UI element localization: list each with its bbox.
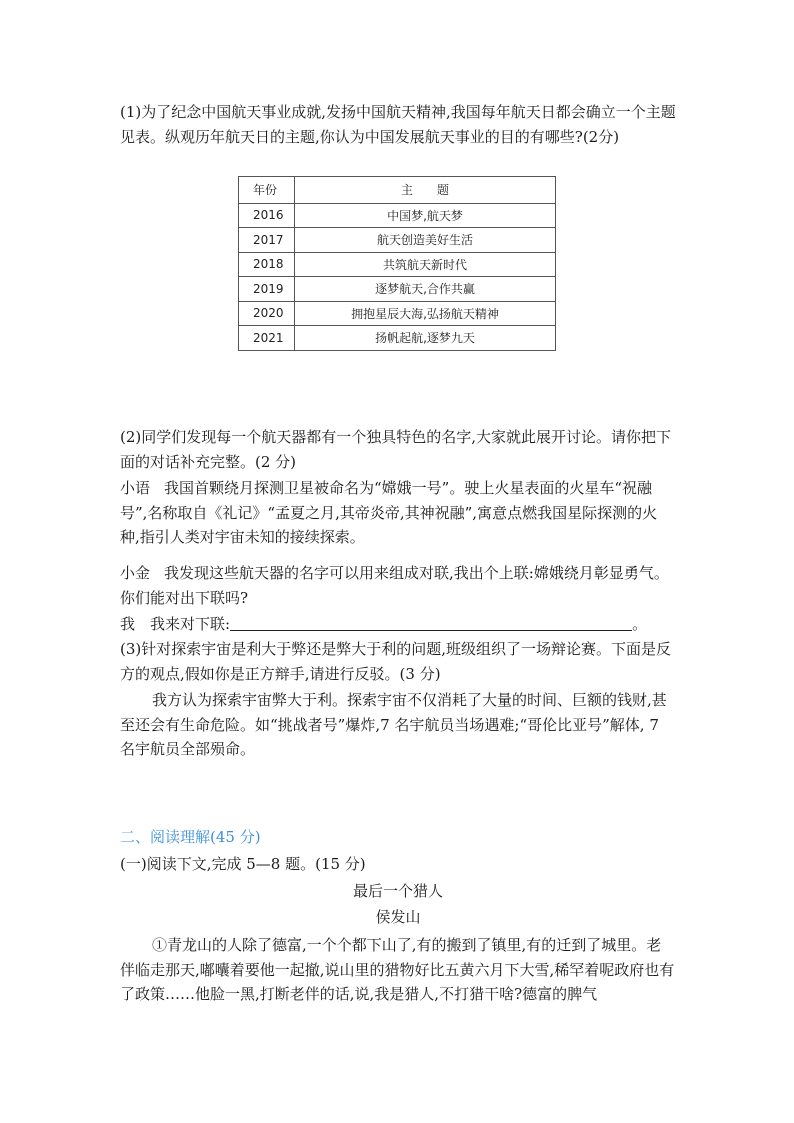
article-paragraph-1: ①青龙山的人除了德富,一个个都下山了,有的搬到了镇里,有的迁到了城里。老伴临走那天,嘟囔着要他一起撤,说山里的猎物好比五黄六月下大雪,稀罕着呢政府也有了政策……他脸一黑,打断老伴的话,说,我是猎人,不打猎干啥?德富的脾气	[120, 936, 675, 1003]
speaker-label: 小语	[120, 479, 151, 497]
dialogue-line-me	[120, 612, 676, 637]
table-row	[239, 228, 556, 253]
article-author: 侯发山	[375, 908, 421, 926]
theme-cell: 逐梦航天,合作共赢	[295, 277, 556, 302]
table-row	[239, 252, 556, 277]
header-year: 年份	[239, 177, 295, 204]
table-header-row	[239, 177, 556, 204]
theme-cell: 中国梦,航天梦	[295, 203, 556, 228]
speaker-label: 小金	[120, 564, 151, 582]
question-3: (3)针对探索宇宙是利大于弊还是弊大于利的问题,班级组织了一场辩论赛。下面是反方的观点,假如你是正方辩手,请进行反驳。(3 分)	[120, 640, 672, 683]
table-row	[239, 203, 556, 228]
dialogue-text: 我国首颗绕月探测卫星被命名为“嫦娥一号”。驶上火星表面的火星车“祝融号”,名称取自《礼记》“孟夏之月,其帝炎帝,其神祝融”,寓意点燃我国星际探测的火种,指引人类对宇宙未知的接续探索。	[120, 479, 658, 546]
answer-blank[interactable]	[230, 614, 632, 631]
section-title: 二、阅读理解(45 分)	[120, 828, 261, 846]
year-cell: 2019	[239, 277, 295, 302]
header-theme: 主 题	[295, 177, 556, 204]
table-row	[239, 301, 556, 326]
year-cell: 2017	[239, 228, 295, 253]
question-1: (1)为了纪念中国航天事业成就,发扬中国航天精神,我国每年航天日都会确立一个主题见表。纵观历年航天日的主题,你认为中国发展航天事业的目的有哪些?(2分)	[120, 103, 676, 146]
dialogue-line-xiaoyu	[120, 476, 676, 550]
theme-cell: 航天创造美好生活	[295, 228, 556, 253]
dialogue-text: 我来对下联:	[150, 615, 231, 633]
year-cell: 2016	[239, 203, 295, 228]
year-cell: 2020	[239, 301, 295, 326]
year-cell: 2018	[239, 252, 295, 277]
year-cell: 2021	[239, 326, 295, 351]
article-title: 最后一个猎人	[352, 882, 443, 900]
theme-cell: 共筑航天新时代	[295, 252, 556, 277]
question-2: (2)同学们发现每一个航天器都有一个独具特色的名字,大家就此展开讨论。请你把下面的对话补充完整。(2 分)	[120, 428, 672, 471]
dialogue-line-xiaojin	[120, 561, 676, 610]
opponent-view: 我方认为探索宇宙弊大于利。探索宇宙不仅消耗了大量的时间、巨额的钱财,甚至还会有生命危险。如“挑战者号”爆炸,7 名宇航员当场遇难;“哥伦比亚号”解体, 7 名宇航员全部殒命。	[120, 691, 667, 758]
reading-instruction: (一)阅读下文,完成 5—8 题。(15 分)	[120, 855, 366, 873]
speaker-label: 我	[120, 615, 136, 633]
table-row	[239, 326, 556, 351]
theme-cell: 拥抱星辰大海,弘扬航天精神	[295, 301, 556, 326]
theme-cell: 扬帆起航,逐梦九天	[295, 326, 556, 351]
theme-table	[238, 176, 556, 351]
table-row	[239, 277, 556, 302]
sentence-end: 。	[632, 615, 648, 633]
dialogue-text: 我发现这些航天器的名字可以用来组成对联,我出个上联:嫦娥绕月彰显勇气。你们能对出下联吗?	[120, 564, 669, 607]
